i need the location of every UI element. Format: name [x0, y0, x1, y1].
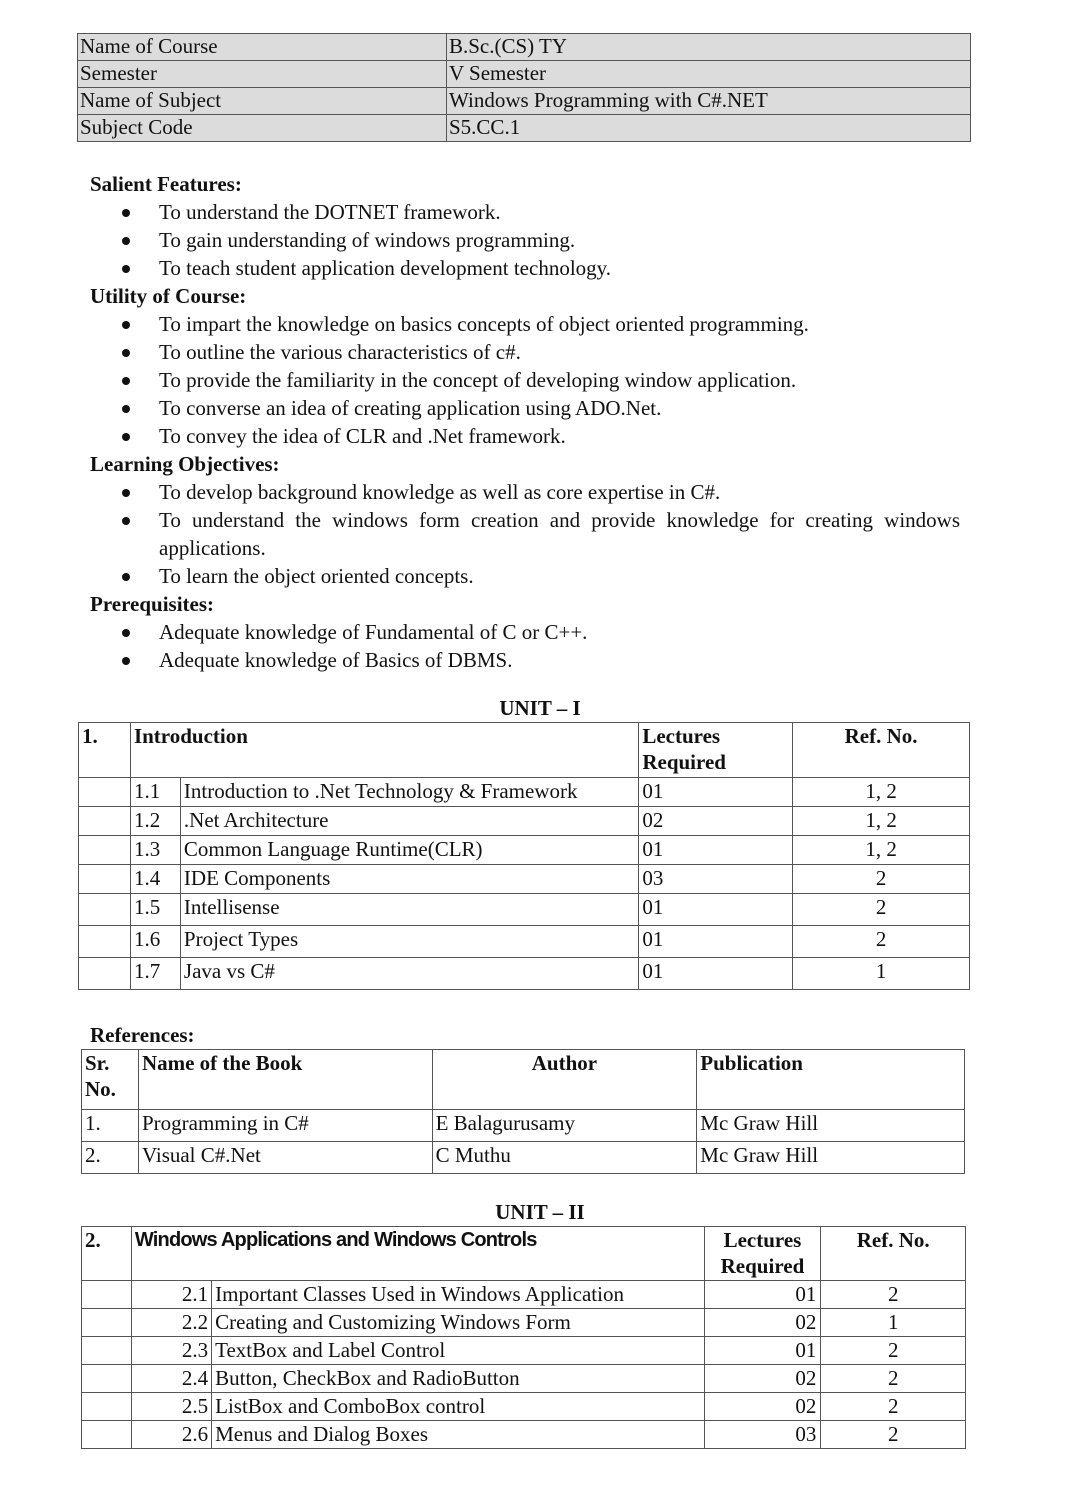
unit-name: Introduction	[130, 723, 638, 778]
bullet-icon	[122, 657, 130, 665]
ref-no: 1	[793, 958, 970, 990]
topic-no: 1.4	[130, 865, 180, 894]
topic-no: 2.6	[131, 1421, 211, 1449]
course-info-row	[78, 88, 971, 115]
ref-no: 1, 2	[793, 836, 970, 865]
bullet-icon	[122, 405, 130, 413]
book-name: Visual C#.Net	[138, 1142, 432, 1174]
course-info-value: V Semester	[447, 61, 971, 88]
list-item: To gain understanding of windows programming.	[90, 226, 960, 254]
lectures: 02	[704, 1309, 821, 1337]
ref-no: 2	[821, 1365, 966, 1393]
course-info-row	[78, 61, 971, 88]
unit-name: Windows Applications and Windows Controls	[131, 1227, 704, 1281]
bullet-icon	[122, 321, 130, 329]
bullet-icon	[122, 573, 130, 581]
ref-no: 2	[821, 1337, 966, 1365]
course-info-label: Subject Code	[78, 115, 447, 142]
topic-no: 1.2	[130, 807, 180, 836]
blank-cell	[82, 1337, 132, 1365]
publication: Mc Graw Hill	[697, 1110, 965, 1142]
lectures: 02	[704, 1365, 821, 1393]
salient-features-heading: Salient Features:	[90, 172, 242, 196]
lectures-header: Lectures Required	[639, 723, 793, 778]
book-header: Name of the Book	[138, 1050, 432, 1110]
author: C Muthu	[432, 1142, 697, 1174]
table-row	[79, 865, 970, 894]
topic: Menus and Dialog Boxes	[212, 1421, 704, 1449]
table-header-row	[82, 1227, 966, 1281]
sr-header: Sr. No.	[82, 1050, 139, 1110]
table-row	[79, 894, 970, 926]
topic-no: 2.4	[131, 1365, 211, 1393]
table-row	[82, 1337, 966, 1365]
sr-no: 2.	[82, 1142, 139, 1174]
learning-objectives-heading: Learning Objectives:	[90, 452, 280, 476]
lectures: 01	[639, 778, 793, 807]
blank-cell	[79, 958, 131, 990]
table-row	[79, 807, 970, 836]
topic: Java vs C#	[180, 958, 638, 990]
topic-no: 1.5	[130, 894, 180, 926]
bullet-icon	[122, 209, 130, 217]
topic: Button, CheckBox and RadioButton	[212, 1365, 704, 1393]
course-sections	[90, 170, 960, 674]
utility-list	[90, 310, 960, 450]
references-heading: References:	[90, 1023, 195, 1047]
list-item: To learn the object oriented concepts.	[90, 562, 960, 590]
lectures: 01	[639, 926, 793, 958]
ref-no: 1, 2	[793, 778, 970, 807]
blank-cell	[82, 1309, 132, 1337]
bullet-icon	[122, 377, 130, 385]
list-item: To converse an idea of creating application using ADO.Net.	[90, 394, 960, 422]
salient-features-list	[90, 198, 960, 282]
topic: Project Types	[180, 926, 638, 958]
topic-no: 1.3	[130, 836, 180, 865]
learning-objectives-list	[90, 478, 960, 590]
blank-cell	[82, 1393, 132, 1421]
ref-no: 2	[793, 865, 970, 894]
table-row	[79, 836, 970, 865]
bullet-icon	[122, 265, 130, 273]
list-item: To understand the DOTNET framework.	[90, 198, 960, 226]
table-row	[82, 1281, 966, 1309]
book-name: Programming in C#	[138, 1110, 432, 1142]
lectures: 01	[639, 958, 793, 990]
lectures: 02	[639, 807, 793, 836]
table-row	[82, 1421, 966, 1449]
publication: Mc Graw Hill	[697, 1142, 965, 1174]
bullet-icon	[122, 349, 130, 357]
blank-cell	[79, 926, 131, 958]
list-item: To provide the familiarity in the concept of developing window application.	[90, 366, 960, 394]
bullet-icon	[122, 517, 130, 525]
topic: ListBox and ComboBox control	[212, 1393, 704, 1421]
ref-no: 2	[793, 894, 970, 926]
course-info-table	[77, 33, 971, 142]
topic-no: 1.7	[130, 958, 180, 990]
blank-cell	[79, 894, 131, 926]
lectures: 01	[639, 894, 793, 926]
bullet-icon	[122, 237, 130, 245]
table-row	[82, 1110, 965, 1142]
topic-no: 2.1	[131, 1281, 211, 1309]
ref-no: 1, 2	[793, 807, 970, 836]
topic-no: 2.5	[131, 1393, 211, 1421]
course-info-row	[78, 115, 971, 142]
list-item: Adequate knowledge of Fundamental of C or C++.	[90, 618, 960, 646]
lectures-header: Lectures Required	[704, 1227, 821, 1281]
list-item: Adequate knowledge of Basics of DBMS.	[90, 646, 960, 674]
topic-no: 1.6	[130, 926, 180, 958]
lectures: 01	[704, 1281, 821, 1309]
topic: IDE Components	[180, 865, 638, 894]
list-item: To teach student application development technology.	[90, 254, 960, 282]
table-row	[79, 778, 970, 807]
bullet-icon	[122, 433, 130, 441]
table-row	[82, 1142, 965, 1174]
unit-2-table	[81, 1226, 966, 1449]
list-item: To develop background knowledge as well as core expertise in C#.	[90, 478, 960, 506]
lectures: 03	[639, 865, 793, 894]
publication-header: Publication	[697, 1050, 965, 1110]
ref-no: 1	[821, 1309, 966, 1337]
list-item: To outline the various characteristics of c#.	[90, 338, 960, 366]
unit-1-title: UNIT – I	[499, 696, 581, 720]
unit-1-table	[78, 722, 970, 990]
table-row	[79, 926, 970, 958]
blank-cell	[82, 1365, 132, 1393]
list-item: To convey the idea of CLR and .Net framework.	[90, 422, 960, 450]
unit-2-title: UNIT – II	[495, 1200, 585, 1224]
references-table	[81, 1049, 965, 1174]
topic: Common Language Runtime(CLR)	[180, 836, 638, 865]
ref-no: 2	[821, 1281, 966, 1309]
course-info-row	[78, 34, 971, 61]
ref-no: 2	[821, 1393, 966, 1421]
prerequisites-list	[90, 618, 960, 674]
bullet-icon	[122, 629, 130, 637]
table-header-row	[79, 723, 970, 778]
blank-cell	[79, 865, 131, 894]
course-info-label: Name of Subject	[78, 88, 447, 115]
lectures: 03	[704, 1421, 821, 1449]
blank-cell	[82, 1421, 132, 1449]
topic: Intellisense	[180, 894, 638, 926]
topic-no: 2.3	[131, 1337, 211, 1365]
table-header-row	[82, 1050, 965, 1110]
utility-heading: Utility of Course:	[90, 284, 247, 308]
topic: Creating and Customizing Windows Form	[212, 1309, 704, 1337]
course-info-label: Semester	[78, 61, 447, 88]
bullet-icon	[122, 489, 130, 497]
ref-header: Ref. No.	[821, 1227, 966, 1281]
sr-no: 1.	[82, 1110, 139, 1142]
topic: Important Classes Used in Windows Application	[212, 1281, 704, 1309]
lectures: 01	[639, 836, 793, 865]
topic-no: 2.2	[131, 1309, 211, 1337]
topic: .Net Architecture	[180, 807, 638, 836]
topic: Introduction to .Net Technology & Framework	[180, 778, 638, 807]
list-item: To understand the windows form creation and provide knowledge for creating windows applications.	[90, 506, 960, 562]
lectures: 02	[704, 1393, 821, 1421]
table-row	[79, 958, 970, 990]
topic: TextBox and Label Control	[212, 1337, 704, 1365]
author-header: Author	[432, 1050, 697, 1110]
topic-no: 1.1	[130, 778, 180, 807]
blank-cell	[79, 807, 131, 836]
course-info-value: S5.CC.1	[447, 115, 971, 142]
ref-header: Ref. No.	[793, 723, 970, 778]
table-row	[82, 1393, 966, 1421]
unit-number: 1.	[79, 723, 131, 778]
course-info-value: Windows Programming with C#.NET	[447, 88, 971, 115]
ref-no: 2	[793, 926, 970, 958]
blank-cell	[79, 778, 131, 807]
list-item: To impart the knowledge on basics concepts of object oriented programming.	[90, 310, 960, 338]
course-info-label: Name of Course	[78, 34, 447, 61]
author: E Balagurusamy	[432, 1110, 697, 1142]
lectures: 01	[704, 1337, 821, 1365]
blank-cell	[82, 1281, 132, 1309]
unit-number: 2.	[82, 1227, 132, 1281]
table-row	[82, 1309, 966, 1337]
blank-cell	[79, 836, 131, 865]
prerequisites-heading: Prerequisites:	[90, 592, 215, 616]
table-row	[82, 1365, 966, 1393]
ref-no: 2	[821, 1421, 966, 1449]
course-info-value: B.Sc.(CS) TY	[447, 34, 971, 61]
